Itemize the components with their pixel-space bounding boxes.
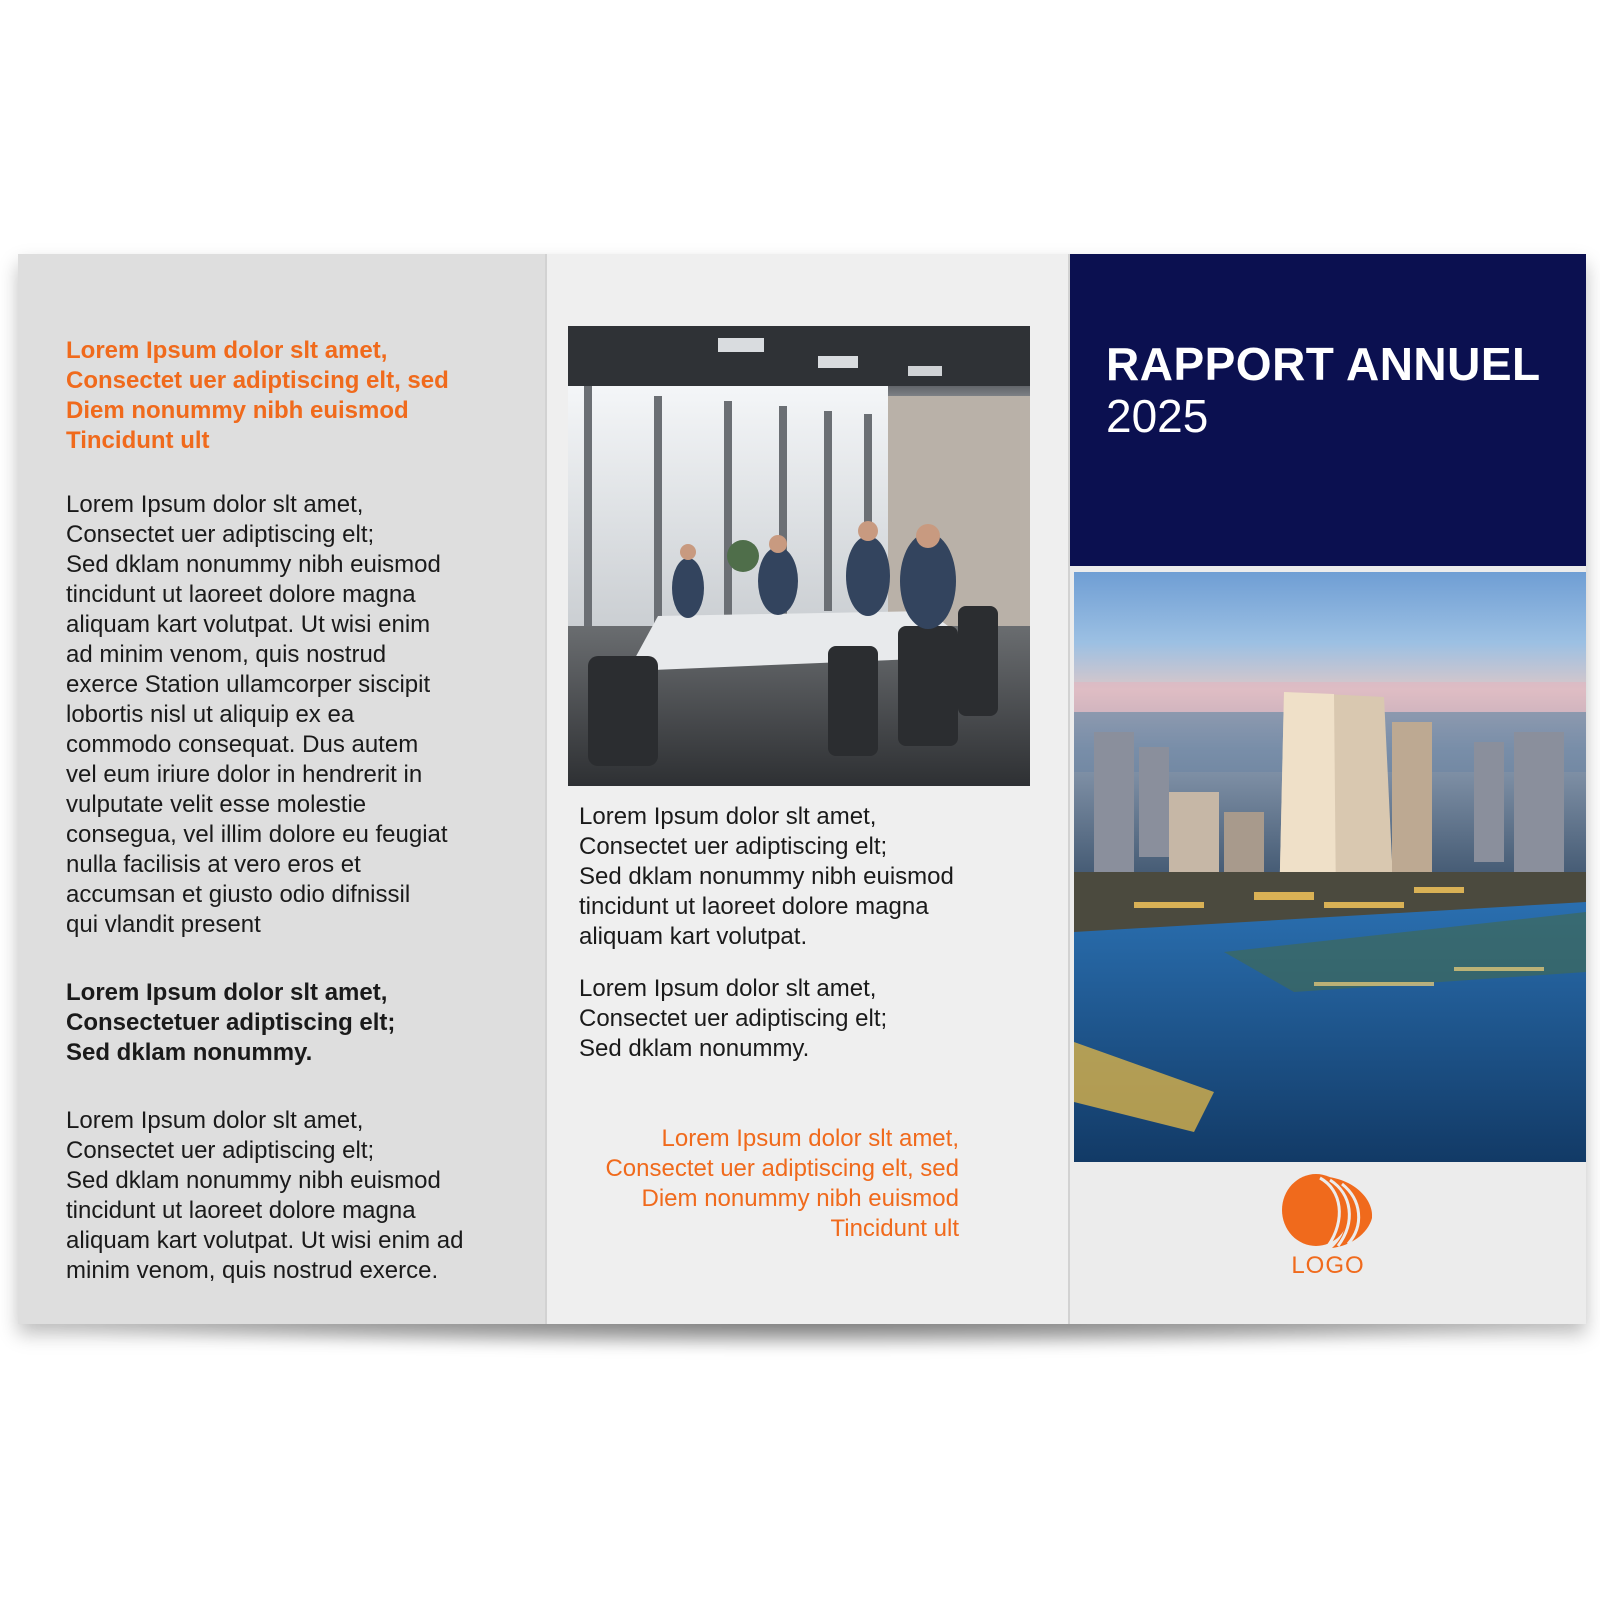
right-panel — [1070, 254, 1586, 1324]
middle-body-paragraph-1: Lorem Ipsum dolor slt amet, Consectet uer adiptiscing elt; Sed dklam nonummy nibh euismod tincidunt ut laoreet dolore magna aliquam kart volutpat. — [579, 803, 954, 950]
report-year: 2025 — [1106, 390, 1209, 442]
city-skyline-photo — [1074, 572, 1586, 1162]
logo-area — [1070, 1166, 1586, 1316]
middle-body-paragraph-2: Lorem Ipsum dolor slt amet, Consectet uer adiptiscing elt; Sed dklam nonummy. — [579, 975, 888, 1062]
logo-icon — [1276, 1170, 1376, 1250]
cover-title-block — [1070, 254, 1586, 566]
office-meeting-photo — [568, 326, 1030, 786]
left-orange-heading: Lorem Ipsum dolor slt amet, Consectet uer adiptiscing elt, sed Diem nonummy nibh euismod Tincidunt ult — [66, 337, 449, 454]
report-title: RAPPORT ANNUEL — [1106, 338, 1541, 390]
left-body-paragraph-1: Lorem Ipsum dolor slt amet, Consectet uer adiptiscing elt; Sed dklam nonummy nibh euismod tincidunt ut laoreet dolore magna aliquam kart volutpat. Ut wisi enim ad minim venom, quis nostrud exerce Station ullamcorper siscipit lobortis nisl ut aliquip ex ea commodo consequat. Dus autem vel eum iriure dolor in hendrerit in vulputate velit esse molestie consegua, vel illim dolore eu feugiat nulla facilisis at vero eros et accumsan et giusto odio difnissil qui vlandit present — [66, 491, 448, 938]
middle-orange-quote: Lorem Ipsum dolor slt amet, Consectet uer adiptiscing elt, sed Diem nonummy nibh euismod Tincidunt ult — [605, 1125, 959, 1242]
left-body-paragraph-2: Lorem Ipsum dolor slt amet, Consectet uer adiptiscing elt; Sed dklam nonummy nibh euismod tincidunt ut laoreet dolore magna aliquam kart volutpat. Ut wisi enim ad minim venom, quis nostrud exerce. — [66, 1107, 464, 1284]
left-panel — [18, 254, 545, 1324]
middle-text-block — [579, 802, 1029, 1064]
middle-panel — [545, 254, 1070, 1324]
logo-label: LOGO — [1291, 1252, 1365, 1279]
left-bold-paragraph: Lorem Ipsum dolor slt amet, Consectetuer adiptiscing elt; Sed dklam nonummy. — [66, 979, 396, 1066]
city-photo-illustration — [1074, 572, 1586, 1162]
meeting-photo-illustration — [568, 326, 1030, 786]
trifold-brochure — [18, 254, 1586, 1324]
